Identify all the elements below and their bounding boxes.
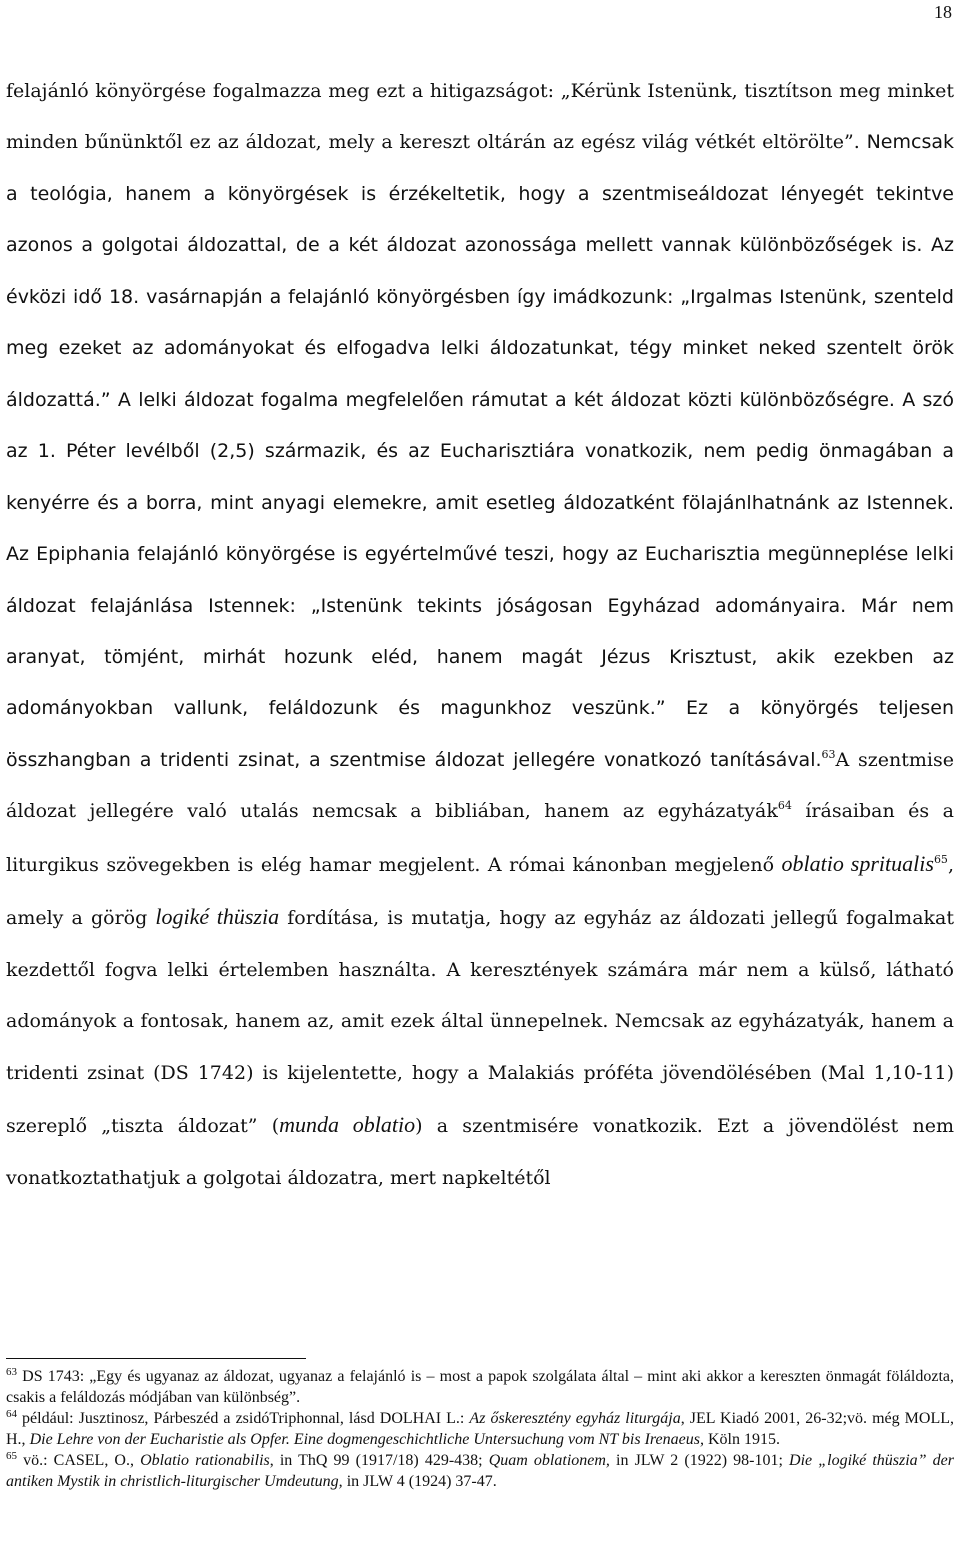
footnote-italic: Quam oblationem, xyxy=(488,1452,610,1469)
italic-term: logiké thüszia xyxy=(155,904,280,930)
footnotes xyxy=(6,1366,954,1492)
body-text-segment: ) a szentmisére vonatkozik. Ezt a jövendölést nem vonatkoztathatjuk a golgotai áldozatra, mert napkeltétől xyxy=(6,1115,954,1189)
body-text-segment: fordítása, is mutatja, hogy az egyház az áldozati jellegű fogalmakat kezdettől fogva lelki értelemben használta. A keresztények számára már nem a külső, látható adományok a fontosak, hanem az, amit ezek által ünnepelnek. Nemcsak az egyházatyák, hanem a tridenti zsinat (DS 1742) is kijelentette, hogy a Malakiás próféta jövendölésében (Mal 1,10-11) szereplő „tiszta áldozat” ( xyxy=(6,907,955,1138)
body-text-segment: Nemcsak a teológia, hanem a könyörgések is érzékeltetik, hogy a szentmiseáldozat lényegét tekintve azonos a golgotai áldozattal, de a két áldozat azonossága mellett vannak különbözőségek is. Az évközi idő 18. vasárnapján a felajánló könyörgésben így imádkozunk: „Irgalmas Istenünk, szenteld meg ezeket az adományokat és elfogadva lelki áldozatunkat, tégy minket neked szentelt örök áldozattá.” A lelki áldozat fogalma megfelelően rámutat a két áldozat közti különbözőségre. A szó az 1. Péter levélből (2,5) származik, és az Eucharisztiára vonatkozik, nem pedig önmagában a kenyérre és a borra, mint anyagi elemekre, amit esetleg áldozatként fölajánlhatnánk az Istennek. Az Epiphania felajánló könyörgése is egyértelművé teszi, hogy az Eucharisztia megünneplése lelki áldozat felajánlása Istennek: „Istenünk tekints jóságosan Egyházad adományaira. Már nem aranyat, tömjént, mirhát hozunk eléd, hanem magát Jézus Krisztust, akik ezekben az adományokban vallunk, feláldozunk és magunkhoz veszünk.” Ez a könyörgés teljesen összhangban a tridenti zsinat, a szentmise áldozat jellegére vonatkozó tanításával. xyxy=(6,131,954,771)
footnote-text: Köln 1915. xyxy=(703,1431,780,1448)
footnote-text: vö.: CASEL, O., xyxy=(17,1452,141,1469)
footnote-text: in JLW 4 (1924) 37-47. xyxy=(342,1473,497,1490)
italic-term: oblatio spritualis xyxy=(781,850,934,876)
page-number: 18 xyxy=(934,2,952,22)
body-text-segment: írásaiban és a liturgikus szövegekben is elég hamar megjelent. A római kánonban megjelenő xyxy=(6,800,954,876)
footnote-text: DS 1743: „Egy és ugyanaz az áldozat, ugyanaz a felajánló is – most a papok szolgálata által – mint aki akkor a kereszten önmagát föláldozta, csakis a feláldozás módjában van különbség”. xyxy=(6,1368,954,1406)
footnote-text: például: Jusztinosz, Párbeszéd a zsidóTriphonnal, lásd DOLHAI L.: xyxy=(17,1410,470,1427)
footnote-ref-64: 64 xyxy=(777,799,792,813)
footnote-italic: Die Lehre von der Eucharistie als Opfer. Eine dogmengeschichtliche Untersuchung vom NT bis Irenaeus, xyxy=(29,1431,704,1448)
footnote-italic: Die „logiké thüszia” der antiken Mystik in christlich-liturgischer Umdeutung, xyxy=(6,1452,954,1490)
footnote-text: , in ThQ 99 (1917/18) 429-438; xyxy=(269,1452,489,1469)
footnote-italic: Oblatio rationabilis xyxy=(140,1452,270,1469)
footnote-number: 65 xyxy=(6,1450,17,1462)
footnote-64 xyxy=(6,1408,954,1450)
footnote-number: 64 xyxy=(6,1408,17,1420)
footnote-separator xyxy=(6,1358,306,1359)
body-text-segment: felajánló könyörgése fogalmazza meg ezt a hitigazságot: „Kérünk Istenünk, tisztítson meg minket minden bűnünktől ez az áldozat, mely a kereszt oltárán az egész világ vétkét eltörölte”. xyxy=(6,80,954,154)
footnote-italic: Az őskeresztény egyház liturgája xyxy=(469,1410,681,1427)
body-paragraph xyxy=(6,66,954,1204)
footnote-text: in JLW 2 (1922) 98-101; xyxy=(609,1452,790,1469)
italic-term: munda oblatio xyxy=(279,1112,416,1138)
footnote-65 xyxy=(6,1450,954,1492)
footnote-63 xyxy=(6,1366,954,1408)
footnote-number: 63 xyxy=(6,1366,17,1378)
body-text-segment: A szentmise áldozat jellegére való utalás nemcsak a bibliában, hanem az egyházatyák xyxy=(6,748,954,823)
footnote-text: , JEL Kiadó 2001, 26-32;vö. még MOLL, H., xyxy=(6,1410,955,1448)
footnote-ref-65: 65 xyxy=(933,852,948,866)
body-text-segment: , amely a görög xyxy=(6,853,954,930)
footnote-ref-63: 63 xyxy=(821,747,836,761)
